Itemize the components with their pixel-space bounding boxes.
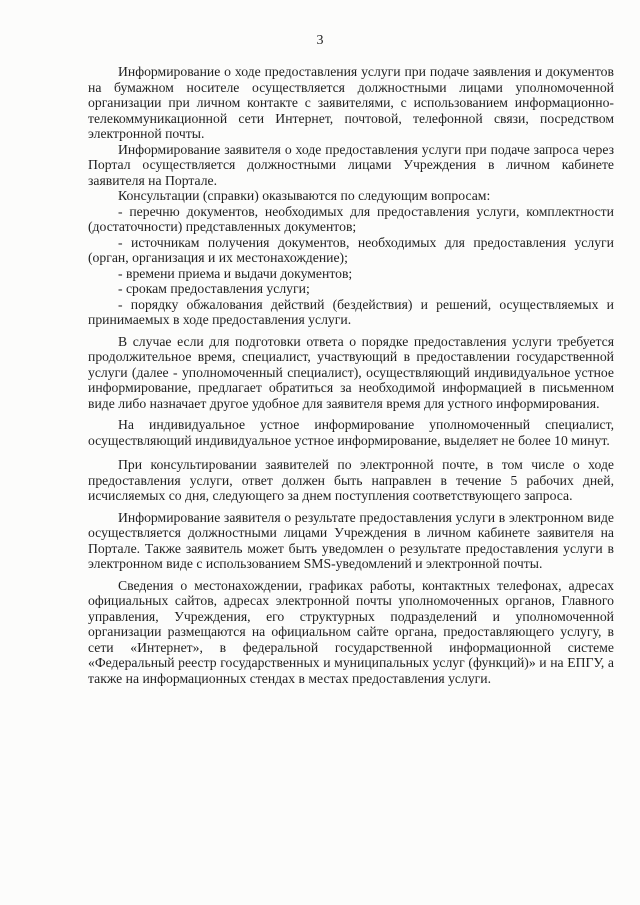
paragraph-long-preparation: В случае если для подготовки ответа о порядке предоставления услуги требуется продолжительное время, специалист, участвующий в предоставлении государственной услуги (далее - уполномоченный специалист), осуществляющий индивидуальное устное информирование, предлагает обратиться за необходимой информацией в письменном виде либо назначает другое удобное для заявителя время для устного информирования. [88,333,614,411]
paragraph-informing-portal: Информирование заявителя о ходе предоставления услуги при подаче запроса через Портал осуществляется должностными лицами Учреждения в личном кабинете заявителя на Портале. [88,141,614,188]
list-item-deadlines: - срокам предоставления услуги; [118,281,310,296]
document-body [88,64,614,686]
paragraph-email-consulting: При консультировании заявителей по электронной почте, в том числе о ходе предоставления услуги, ответ должен быть направлен в течение 5 рабочих дней, исчисляемых со дня, следующего за днем поступления соответствующего запроса. [88,457,614,503]
list-item-reception-time: - времени приема и выдачи документов; [118,265,353,281]
paragraph-contact-information: Сведения о местонахождении, графиках работы, контактных телефонах, адресах официальных сайтов, адресах электронной почты уполномоченных органов, Главного управления, Учреждения, его структурных подразделений и уполномоченной организации размещаются на официальном сайте органа, предоставляющего услугу, в сети «Интернет», в федеральной государственной информационной системе «Федеральный реестр государственных и муниципальных услуг (функций)» и на ЕПГУ, а также на информационных стендах в местах предоставления услуги. [88,577,614,686]
list-item-appeal-procedure: - порядку обжалования действий (бездействия) и решений, осуществляемых и принимаемых в ходе предоставления услуги. [88,296,614,327]
paragraph-consultations-intro: Консультации (справки) оказываются по следующим вопросам: [118,188,491,203]
page-number: 3 [316,33,324,48]
paragraph-oral-informing-limit: На индивидуальное устное информирование уполномоченный специалист, осуществляющий индивидуальное устное информирование, выделяет не более 10 минут. [88,417,614,448]
paragraph-informing-paper: Информирование о ходе предоставления услуги при подаче заявления и документов на бумажном носителе осуществляется должностными лицами уполномоченной организации при личном контакте с заявителями, с использованием информационно-телекоммуникационной сети Интернет, почтовой, телефонной связи, посредством электронной почты. [88,64,614,141]
paragraph-result-informing: Информирование заявителя о результате предоставления услуги в электронном виде осуществляется должностными лицами Учреждения в личном кабинете заявителя на Портале. Также заявитель может быть уведомлен о результате предоставления услуги в электронном виде с использованием SMS-уведомлений и электронной почты. [88,509,614,571]
list-item-documents: - перечню документов, необходимых для предоставления услуги, комплектности (достаточности) представленных документов; [88,203,614,234]
list-item-sources: - источникам получения документов, необходимых для предоставления услуги (орган, организация и их местонахождение); [88,234,614,265]
